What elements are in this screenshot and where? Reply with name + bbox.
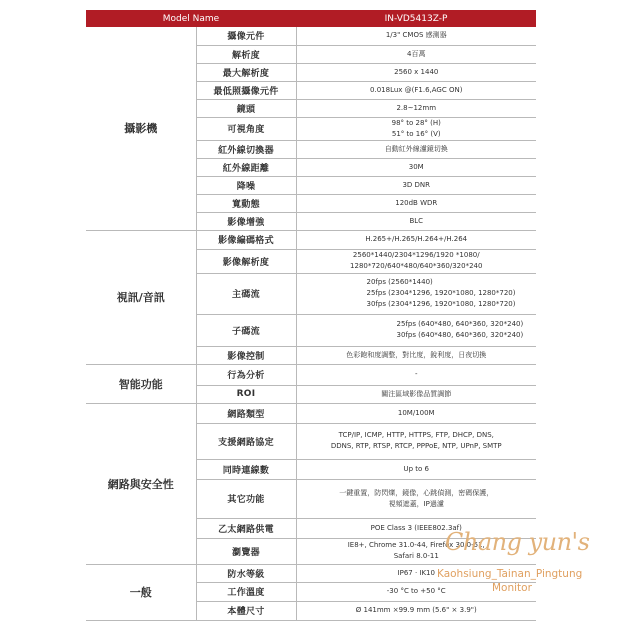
spec-value-line: 色彩飽和度調整，對比度，銳利度，日夜切換 [346, 350, 487, 359]
header-row [86, 10, 536, 27]
spec-value [296, 314, 536, 346]
spec-value [296, 140, 536, 158]
spec-label: 行為分析 [196, 364, 296, 385]
spec-label: 最大解析度 [196, 63, 296, 81]
spec-row [86, 27, 536, 45]
spec-value [296, 346, 536, 364]
spec-label: 乙太網路供電 [196, 518, 296, 538]
spec-value-line: 1280*720/640*480/640*360/320*240 [350, 262, 483, 270]
spec-value-line: 0.018Lux @(F1.6,AGC ON) [370, 85, 463, 94]
spec-label: 攝像元件 [196, 27, 296, 45]
spec-label: 紅外線切換器 [196, 140, 296, 158]
watermark-logo [432, 528, 620, 598]
spec-label: 防水等級 [196, 564, 296, 582]
spec-value-line: 30fps (640*480, 640*360, 320*240) [396, 331, 524, 339]
spec-label: 最低照攝像元件 [196, 81, 296, 99]
spec-label: 紅外線距離 [196, 158, 296, 176]
spec-value [296, 63, 536, 81]
spec-label: 子碼流 [196, 314, 296, 346]
spec-value [296, 158, 536, 176]
spec-value-line: 2.8~12mm [396, 103, 437, 112]
spec-value-line: 4百萬 [407, 49, 426, 58]
spec-value-line: 一鍵重置，防閃爍，鏡像，心跳偵測，密碼保護， [339, 488, 494, 497]
spec-label: 降噪 [196, 176, 296, 194]
spec-value-line: 30M [408, 162, 424, 171]
spec-value-line: Ø 141mm ×99.9 mm (5.6" × 3.9") [355, 606, 477, 614]
spec-value-line: 3D DNR [402, 180, 431, 189]
watermark-title: Chang yun's [445, 528, 590, 556]
spec-value-line: 120dB WDR [395, 198, 438, 207]
spec-value-line: IE8+, Chrome 31.0-44, Firefox 30.0-51, [347, 541, 485, 549]
category-label: 一般 [86, 564, 196, 620]
spec-value-line: Safari 8.0-11 [393, 552, 439, 560]
spec-label: 可視角度 [196, 117, 296, 140]
spec-label: ROI [196, 385, 296, 403]
spec-value-line: 51° to 16° (V) [391, 129, 441, 138]
spec-label: 鏡頭 [196, 99, 296, 117]
spec-value-line: 20fps (2560*1440) [366, 278, 433, 286]
spec-label: 解析度 [196, 45, 296, 63]
spec-row [86, 403, 536, 423]
spec-value-line: POE Class 3 (IEEE802.3af) [370, 523, 462, 532]
spec-value-line: -30 °C to +50 °C [386, 587, 446, 595]
category-label: 視訊/音訊 [86, 230, 196, 364]
spec-value [296, 385, 536, 403]
spec-value [296, 249, 536, 273]
spec-value-line: 25fps (2304*1296, 1920*1080, 1280*720) [366, 289, 516, 297]
watermark-region: Kaohsiung_Tainan_Pingtung [437, 568, 583, 580]
watermark-subtitle: Monitor [492, 582, 532, 594]
spec-value [296, 99, 536, 117]
spec-value [296, 479, 536, 518]
spec-value [296, 27, 536, 45]
spec-value-line: 98° to 28° (H) [391, 118, 441, 127]
spec-label: 同時連線數 [196, 459, 296, 479]
spec-value [296, 45, 536, 63]
spec-value-line: H.265+/H.265/H.264+/H.264 [365, 235, 468, 243]
spec-row [86, 364, 536, 385]
spec-value [296, 194, 536, 212]
spec-label: 瀏覽器 [196, 538, 296, 564]
spec-row [86, 230, 536, 249]
category-label: 智能功能 [86, 364, 196, 403]
spec-value-line: 25fps (640*480, 640*360, 320*240) [396, 320, 524, 328]
spec-value [296, 212, 536, 230]
spec-value-line: 2560 x 1440 [394, 67, 439, 76]
header-model-number: IN-VD5413Z-P [296, 10, 536, 27]
spec-value-line: - [414, 370, 418, 378]
spec-value-line: BLC [409, 216, 424, 225]
spec-label: 網路類型 [196, 403, 296, 423]
spec-value [296, 459, 536, 479]
spec-label: 影像控制 [196, 346, 296, 364]
spec-value-line: Up to 6 [403, 464, 429, 473]
spec-label: 寬動態 [196, 194, 296, 212]
spec-value-line: DDNS, RTP, RTSP, RTCP, PPPoE, NTP, UPnP, SMTP [330, 442, 502, 450]
spec-value [296, 364, 536, 385]
spec-label: 其它功能 [196, 479, 296, 518]
spec-value [296, 403, 536, 423]
spec-value-line: 10M/100M [397, 408, 435, 417]
spec-value [296, 81, 536, 99]
spec-value-line: 30fps (2304*1296, 1920*1080, 1280*720) [366, 300, 516, 308]
spec-label: 支援網路協定 [196, 423, 296, 459]
spec-label: 主碼流 [196, 273, 296, 314]
spec-value-line: 關注區域影像品質調節 [381, 389, 452, 398]
spec-value [296, 117, 536, 140]
spec-value-line: 視頻遮蓋，IP過濾 [388, 499, 444, 508]
spec-label: 工作溫度 [196, 582, 296, 601]
spec-label: 影像編碼格式 [196, 230, 296, 249]
spec-label: 影像解析度 [196, 249, 296, 273]
spec-value [296, 601, 536, 620]
category-label: 攝影機 [86, 27, 196, 230]
spec-value [296, 273, 536, 314]
spec-value-line: 2560*1440/2304*1296/1920 *1080/ [352, 251, 480, 259]
spec-value [296, 423, 536, 459]
spec-label: 本體尺寸 [196, 601, 296, 620]
spec-value [296, 176, 536, 194]
spec-value-line: TCP/IP, ICMP, HTTP, HTTPS, FTP, DHCP, DNS, [338, 431, 494, 439]
category-label: 網路與安全性 [86, 403, 196, 564]
spec-value-line: IP67 · IK10 [397, 568, 435, 577]
spec-label: 影像增強 [196, 212, 296, 230]
spec-value [296, 230, 536, 249]
spec-value-line: 自動紅外線濾鏡切換 [384, 144, 448, 153]
spec-value-line: 1/3" CMOS 感測器 [385, 31, 447, 40]
header-model-name-label: Model Name [86, 10, 296, 27]
